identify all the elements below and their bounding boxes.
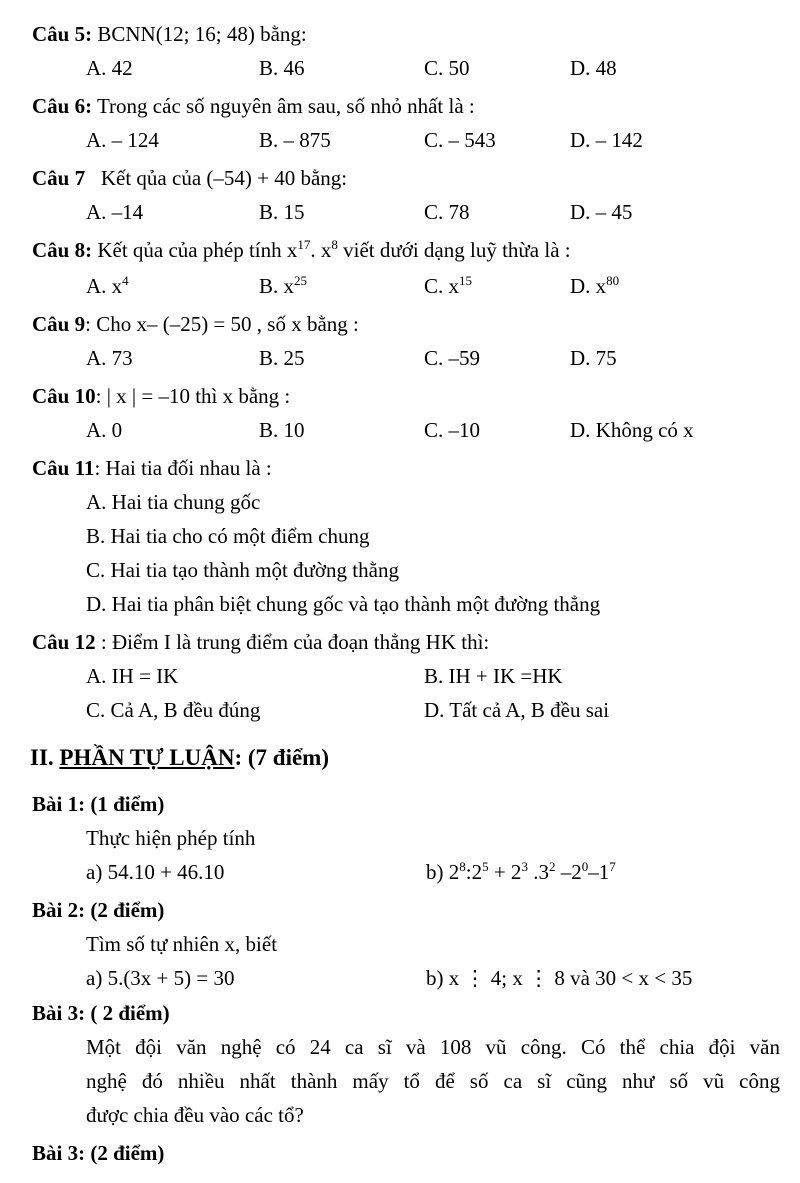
- q11-text: : Hai tia đối nhau là :: [94, 456, 272, 480]
- q6-label: Câu 6:: [32, 94, 93, 118]
- q9-option-b: B. 25: [259, 346, 305, 370]
- question-7: [32, 168, 347, 189]
- exercise-3-label: Bài 3: ( 2 điểm): [32, 1001, 170, 1025]
- q9-option-a: A. 73: [86, 346, 133, 370]
- exercise-1-intro: Thực hiện phép tính: [86, 826, 256, 850]
- q10-text: : | x | = –10 thì x bằng :: [95, 384, 291, 408]
- exercise-2-label: Bài 2: (2 điểm): [32, 898, 165, 922]
- q9-option-d: D. 75: [570, 346, 617, 370]
- q12-option-c: C. Cả A, B đều đúng: [86, 698, 261, 722]
- q5-label: Câu 5:: [32, 22, 93, 46]
- exercise-3-line-2: nghệ đó nhiều nhất thành mấy tổ để số ca sĩ cũng như số vũ công: [86, 1069, 780, 1093]
- q11-option-b: B. Hai tia cho có một điểm chung: [86, 524, 370, 548]
- q5-option-a: A. 42: [86, 56, 133, 80]
- exercise-2-intro: Tìm số tự nhiên x, biết: [86, 932, 278, 956]
- q9-option-c: C. –59: [424, 346, 481, 370]
- q7-option-c: C. 78: [424, 200, 470, 224]
- exercise-2-b: b) x ⋮ 4; x ⋮ 8 và 30 < x < 35: [426, 966, 693, 990]
- q7-option-a: A. –14: [86, 200, 144, 224]
- question-12: [32, 632, 489, 653]
- exercise-3-line-1: Một đội văn nghệ có 24 ca sĩ và 108 vũ công. Có thể chia đội văn: [86, 1035, 780, 1059]
- exercise-1-a: a) 54.10 + 46.10: [86, 860, 225, 884]
- q8-option-d: D. $x^{80}$: [570, 273, 620, 298]
- q5-text: BCNN(12; 16; 48) bằng:: [97, 22, 307, 46]
- q5-option-c: C. 50: [424, 56, 470, 80]
- q6-option-c: C. – 543: [424, 128, 496, 152]
- q7-text: Kết qủa của (–54) + 40 bằng:: [100, 166, 348, 190]
- q11-option-a: A. Hai tia chung gốc: [86, 490, 261, 514]
- q6-option-d: D. – 142: [570, 128, 643, 152]
- q11-option-d: D. Hai tia phân biệt chung gốc và tạo thành một đường thẳng: [86, 592, 601, 616]
- q5-option-d: D. 48: [570, 56, 617, 80]
- q10-option-d: D. Không có x: [570, 418, 694, 442]
- exercise-4-label: Bài 3: (2 điểm): [32, 1141, 165, 1165]
- q8-label: Câu 8:: [32, 238, 93, 262]
- q6-text: Trong các số nguyên âm sau, số nhỏ nhất là :: [96, 94, 475, 118]
- exercise-2-a: a) 5.(3x + 5) = 30: [86, 966, 235, 990]
- question-9: [32, 314, 359, 335]
- q8-option-c: C. $x^{15}$: [424, 273, 473, 298]
- q5-option-b: B. 46: [259, 56, 305, 80]
- q12-option-a: A. IH = IK: [86, 664, 179, 688]
- q6-option-a: A. – 124: [86, 128, 159, 152]
- question-11: [32, 458, 272, 479]
- q12-option-d: D. Tất cả A, B đều sai: [424, 698, 610, 722]
- question-8: Câu 8: Kết qủa của phép tính $x^{17}$. $x^8$ viết dưới dạng luỹ thừa là :: [32, 237, 571, 262]
- question-10: [32, 386, 290, 407]
- q7-option-b: B. 15: [259, 200, 305, 224]
- q10-label: Câu 10: [32, 384, 96, 408]
- q12-label: Câu 12: [32, 630, 96, 654]
- q6-option-b: B. – 875: [259, 128, 331, 152]
- q11-option-c: C. Hai tia tạo thành một đường thằng: [86, 558, 399, 582]
- q12-option-b: B. IH + IK =HK: [424, 664, 563, 688]
- question-5: [32, 24, 307, 45]
- q11-label: Câu 11: [32, 456, 95, 480]
- exercise-1-label: Bài 1: (1 điểm): [32, 792, 165, 816]
- q12-text: : Điểm I là trung điểm của đoạn thẳng HK thì:: [95, 630, 490, 654]
- q10-option-c: C. –10: [424, 418, 481, 442]
- section-heading-part-2: II. PHẦN TỰ LUẬN: (7 điểm): [30, 745, 329, 770]
- exercise-1-b: b) $2^8:2^5 + 2^3$ $.3^2$ $-2^0-1^7$: [426, 859, 616, 884]
- q8-option-a: A. $x^4$: [86, 273, 129, 298]
- q9-text: : Cho x– (–25) = 50 , số x bằng :: [85, 312, 359, 336]
- exercise-3-line-3: được chia đều vào các tổ?: [86, 1103, 304, 1127]
- q8-option-b: B. $x^{25}$: [259, 273, 308, 298]
- q7-label: Câu 7: [32, 166, 86, 190]
- q7-option-d: D. – 45: [570, 200, 633, 224]
- q10-option-b: B. 10: [259, 418, 305, 442]
- q9-label: Câu 9: [32, 312, 86, 336]
- question-6: [32, 96, 475, 117]
- q10-option-a: A. 0: [86, 418, 123, 442]
